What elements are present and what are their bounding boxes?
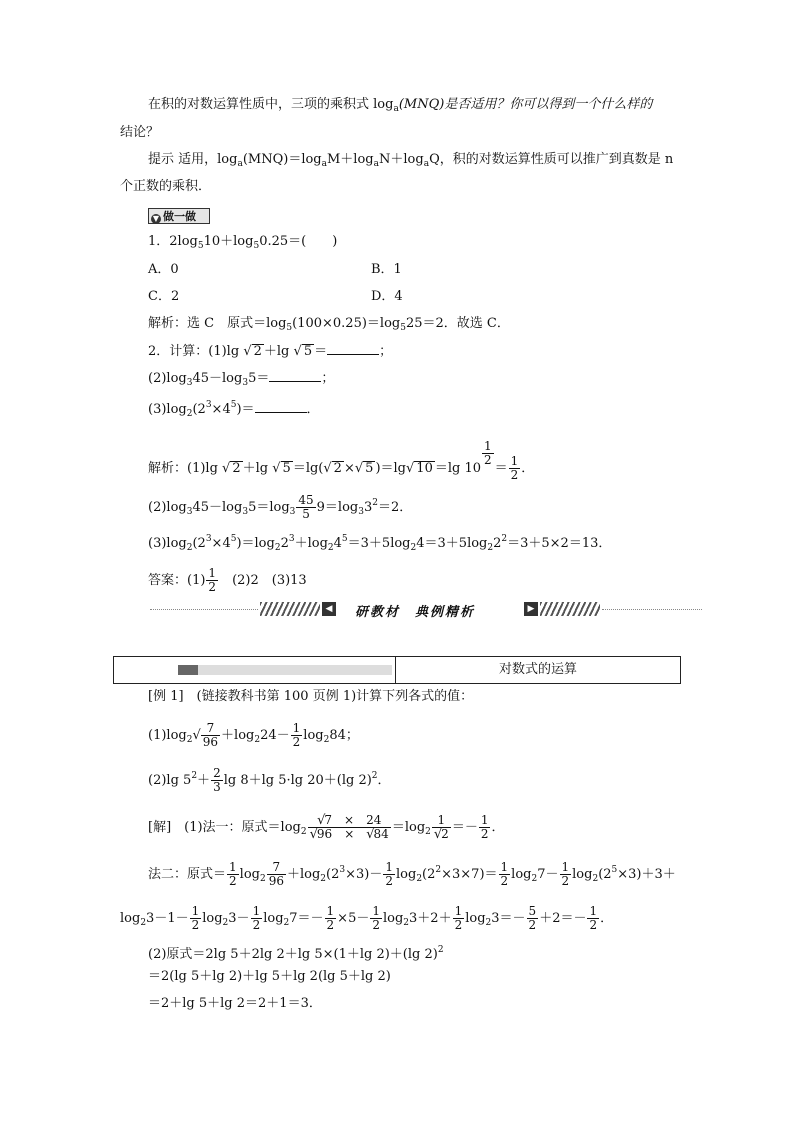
q1-option-c: C．2	[148, 289, 180, 304]
q2-part-3: $(3)\log_2(2^3\times 4^5)=$ ．	[148, 400, 320, 419]
banner-stripe-right	[540, 602, 600, 616]
chevron-right-icon: ▶	[524, 602, 538, 616]
banner-title: 研教材 典例精析	[355, 605, 476, 620]
q2-solution-3: $(3)\log_2(2^3\times 4^5)=\log_22^3+\log_24^5=3+5\log_24=3+5\log_22^2=3+5\times 2=13$．	[148, 534, 612, 553]
intro-line-1: 在积的对数运算性质中，三项的乘积式 $\log_a(MNQ)$是否适用？你可以得到一个什么样的	[148, 97, 653, 114]
q1-analysis: 解析：选 C 原式$=\log_5(100\times 0.25)=\log_525=2$．故选 C．	[148, 316, 510, 333]
solution-method-2-line-2: $\log_23-1-$ $\frac{1}{2}$ $\log_23-$ $\frac{1}{2}$ $\log_27=-$ $\frac{1}{2}$ ×5－ $\frac{1}{2}$ $\log_23+2+$ $\frac{1}{2}$ $\log_23=-$ $\frac{5}{2}$ ＋2＝－ $\frac{1}{2}$ ．	[120, 904, 614, 932]
example-part-2: (2)lg $5^2+$ $\frac{2}{3}$ lg 8＋lg 5·lg 20＋(lg 2)$^2$．	[148, 766, 391, 794]
q1-stem: 1．$2\log_510+\log_50.25=$( )	[148, 234, 338, 251]
answer-blank	[255, 400, 307, 413]
banner-stripe-left	[260, 602, 320, 616]
q2-solution-1: 解析：(1)lg √ 2 ＋lg √ 5 ＝lg(√ 2 ×√ 5 )＝lg√ 10 ＝lg 10 $\frac{1}{2}$ ＝ $\frac{1}{2}$ ．	[148, 439, 535, 482]
chevron-left-icon: ◀	[322, 602, 336, 616]
solution-method-1: [解] (1)法一：原式$=\log_2$ $\frac{√7 \times 24}{√96 \times √84}$ $=\log_2$ $\frac{1}{√2}$ ＝－ $\frac{1}{2}$ ．	[148, 813, 505, 842]
intro-line-3: 提示 适用，$\log_a(MNQ)=\log_aM+\log_aN+\log_aQ$，积的对数运算性质可以推广到真数是 n	[148, 152, 674, 169]
example-part-1: $(1)\log_2√$ $\frac{7}{96}$ $+\log_224-$ $\frac{1}{2}$ $\log_284$；	[148, 721, 359, 749]
answer-blank	[327, 342, 379, 355]
answer-blank	[269, 369, 321, 382]
chevron-down-icon: ▼	[152, 214, 160, 223]
solution-method-2-line-1: 法二：原式＝ $\frac{1}{2}$ $\log_2$ $\frac{7}{96}$ $+\log_2(2^3\times 3)-$ $\frac{1}{2}$ $\log_2(2^2\times 3\times 7)=$ $\frac{1}{2}$ $\log_27-$ $\frac{1}{2}$ $\log_2(2^5\times 3)+3+$	[148, 860, 676, 888]
intro-line-2: 结论？	[120, 125, 160, 140]
topic-title: 对数式的运算	[498, 662, 577, 677]
q2-stem: 2．计算：(1)lg √ 2 ＋lg √ 5 ＝ ；	[148, 344, 393, 359]
solution-part-2-line-2: ＝2(lg 5＋lg 2)＋lg 5＋lg 2(lg 5＋lg 2)	[148, 969, 391, 984]
q1-option-d: D．4	[371, 289, 403, 304]
section-tag: ▼ 做一做	[148, 208, 210, 224]
q2-answer: 答案：(1) $\frac{1}{2}$ (2)2 (3)13	[148, 566, 307, 594]
q1-option-a: A．0	[148, 262, 179, 277]
solution-part-2-line-3: ＝2＋lg 5＋lg 2＝2＋1＝3．	[148, 996, 322, 1011]
example-heading: [例 1] (链接教科书第 100 页例 1)计算下列各式的值：	[148, 689, 474, 704]
solution-part-2-line-1: (2)原式＝2lg 5＋2lg 2＋lg 5×(1＋lg 2)＋(lg 2)$^2$	[148, 945, 444, 962]
section-banner	[150, 598, 702, 622]
topic-header	[113, 656, 681, 684]
topic-label-bar	[178, 665, 392, 675]
q2-part-2: $(2)\log_345-\log_35=$ ；	[148, 371, 335, 388]
intro-line-4: 个正数的乘积．	[120, 179, 212, 194]
q1-option-b: B．1	[371, 262, 402, 277]
q2-solution-2: $(2)\log_345-\log_35=\log_3$ $\frac{45}{5}$ $9=\log_33^2=2$．	[148, 493, 413, 521]
